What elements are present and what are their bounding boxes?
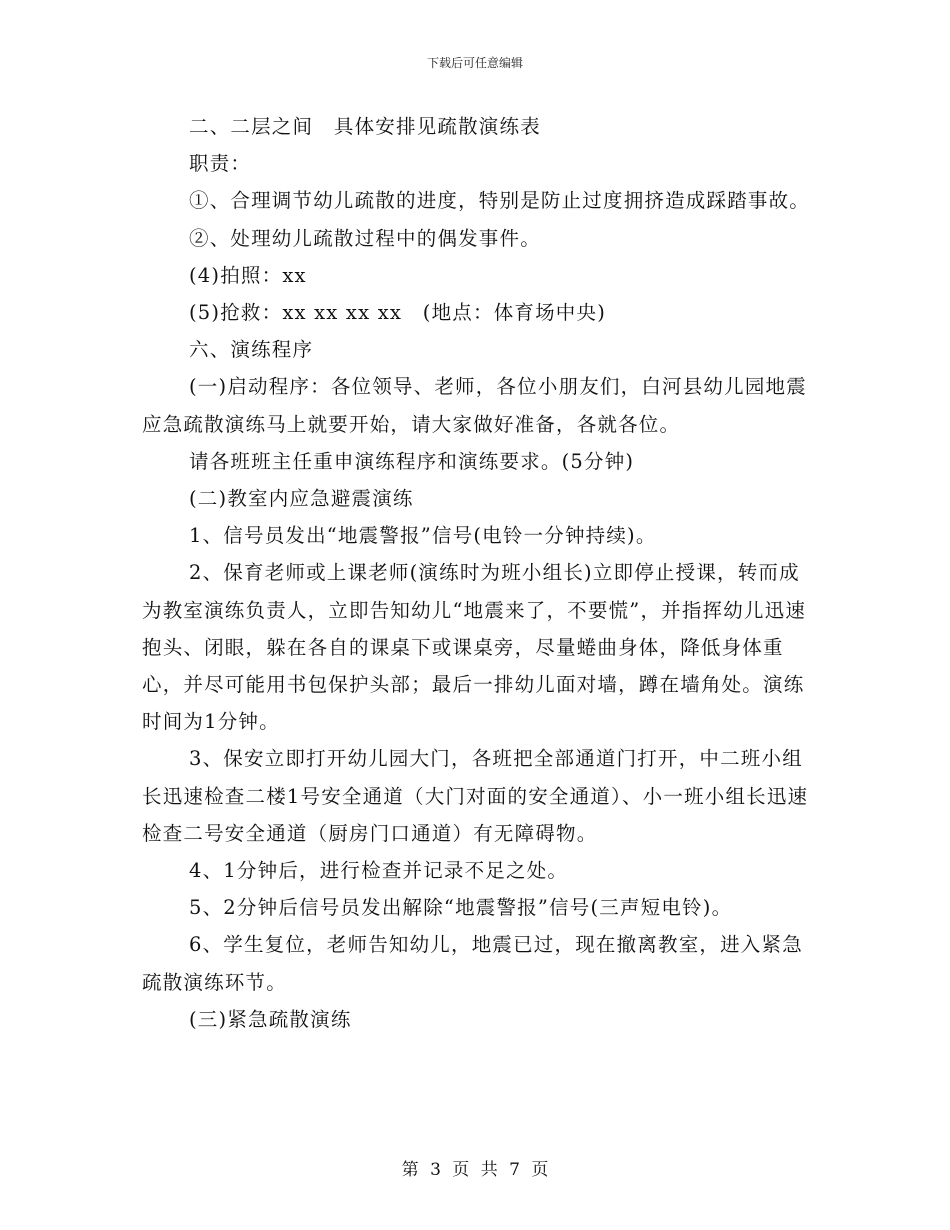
paragraph: 二、二层之间 具体安排见疏散演练表: [189, 115, 541, 138]
paragraph: 6、学生复位，老师告知幼儿，地震已过，现在撤离教室，进入紧急疏散演练环节。: [142, 933, 803, 994]
paragraph: 1、信号员发出“地震警报”信号(电铃一分钟持续)。: [189, 524, 657, 548]
paragraph: 请各班班主任重申演练程序和演练要求。(5分钟): [189, 449, 635, 473]
paragraph: ①、合理调节幼儿疏散的进度，特别是防止过度拥挤造成踩踏事故。: [189, 189, 811, 213]
paragraph: 5、2分钟后信号员发出解除“地震警报”信号(三声短电铃)。: [189, 896, 733, 920]
paragraph: 职责：: [189, 152, 252, 176]
paragraph: 2、保育老师或上课老师(演练时为班小组长)立即停止授课，转而成为教室演练负责人，立即告知幼儿“地震来了，不要慌”，并指挥幼儿迅速抱头、闭眼，躲在各自的课桌下或课桌旁，尽量蜷曲身体，降低身体重心，并尽可能用书包保护头部；最后一排幼儿面对墙，蹲在墙角处。演练时间为1分钟。: [142, 561, 807, 734]
paragraph: ②、处理幼儿疏散过程中的偶发事件。: [189, 226, 541, 250]
paragraph: (二)教室内应急避震演练: [189, 487, 414, 511]
paragraph: 4、1分钟后，进行检查并记录不足之处。: [189, 859, 569, 883]
paragraph: 六、演练程序: [189, 338, 314, 362]
paragraph: (5)抢救：xx xx xx xx (地点：体育场中央): [189, 301, 607, 325]
paragraph: (一)启动程序：各位领导、老师，各位小朋友们，白河县幼儿园地震应急疏散演练马上就要开始，请大家做好准备，各就各位。: [142, 375, 807, 436]
paragraph: (4)拍照：xx: [189, 263, 307, 287]
header-note: 下载后可任意编辑: [426, 56, 523, 70]
page-number-footer: 第 3 页 共 7 页: [401, 1160, 549, 1180]
paragraph: (三)紧急疏散演练: [189, 1007, 352, 1031]
paragraph: 3、保安立即打开幼儿园大门，各班把全部通道门打开，中二班小组长迅速检查二楼1号安全通道（大门对面的安全通道）、小一班小组长迅速检查二号安全通道（厨房门口通道）有无障碍物。: [142, 747, 809, 845]
document-body: [142, 108, 810, 1038]
